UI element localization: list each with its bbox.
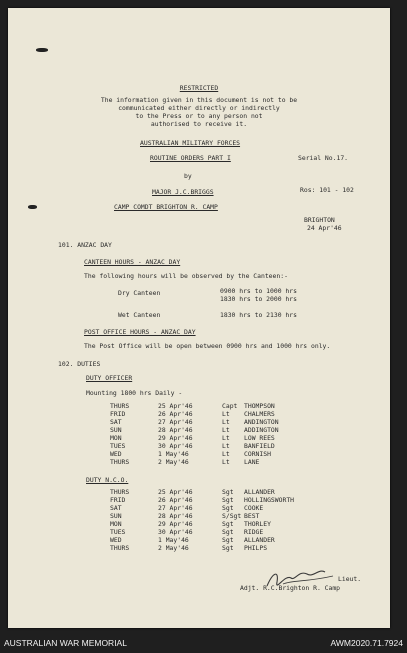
table-cell-day: TUES [110,528,126,536]
post-office-title: POST OFFICE HOURS - ANZAC DAY [84,328,196,336]
table-cell-day: SAT [110,418,122,426]
serial-number: Serial No.17. [298,154,349,162]
table-cell-date: 29 Apr'46 [158,434,193,442]
notice-line: authorised to receive it. [150,120,248,128]
table-cell-date: 30 Apr'46 [158,442,193,450]
notice-line: The information given in this document is not to be [100,96,298,104]
table-cell-day: THURS [110,458,130,466]
table-cell-date: 2 May'46 [158,544,189,552]
table-cell-rank: Sgt [222,504,234,512]
duty-nco-title: DUTY N.C.O. [86,476,129,484]
ros-range: Ros: 101 - 102 [300,186,354,194]
camp-title: CAMP COMDT BRIGHTON R. CAMP [114,203,218,211]
table-cell-name: BEST [244,512,260,520]
table-cell-name: CHALMERS [244,410,275,418]
restricted-heading: RESTRICTED [179,84,219,92]
table-cell-name: LOW REES [244,434,275,442]
canteen-title: CANTEEN HOURS - ANZAC DAY [84,258,181,266]
post-office-text: The Post Office will be open between 0900 hrs and 1000 hrs only. [84,342,331,350]
footer-accession: AWM2020.71.7924 [330,638,403,648]
table-cell-day: THURS [110,488,130,496]
table-cell-day: SAT [110,504,122,512]
table-cell-date: 25 Apr'46 [158,402,193,410]
duty-officer-title: DUTY OFFICER [86,374,133,382]
table-cell-name: BANFIELD [244,442,275,450]
table-cell-day: TUES [110,442,126,450]
date: 24 Apr'46 [307,224,342,232]
section-102-heading: 102. DUTIES [58,360,101,368]
table-cell-day: FRID [110,496,126,504]
table-cell-name: LANE [244,458,260,466]
table-cell-date: 27 Apr'46 [158,418,193,426]
table-cell-day: THURS [110,544,130,552]
table-cell-day: WED [110,536,122,544]
wet-canteen-label: Wet Canteen [118,311,161,319]
orders-title: ROUTINE ORDERS PART I [150,154,231,162]
mounting-line: Mounting 1800 hrs Daily - [86,389,183,397]
dry-canteen-hours: 1830 hrs to 2000 hrs [220,295,297,303]
table-cell-date: 26 Apr'46 [158,410,193,418]
table-cell-rank: Capt [222,402,238,410]
wet-canteen-hours: 1830 hrs to 2130 hrs [220,311,297,319]
table-cell-rank: Lt [222,458,230,466]
table-cell-day: SUN [110,512,122,520]
table-cell-name: ALLANDER [244,536,275,544]
section-101-heading: 101. ANZAC DAY [58,241,112,249]
table-cell-name: RIDGE [244,528,264,536]
table-cell-rank: Sgt [222,496,234,504]
table-cell-rank: Lt [222,450,230,458]
table-cell-name: THOMPSON [244,402,275,410]
signature-rank: Lieut. [338,575,362,583]
table-cell-name: ADDINGTON [244,426,279,434]
table-cell-date: 25 Apr'46 [158,488,193,496]
footer-source: AUSTRALIAN WAR MEMORIAL [4,638,127,648]
dry-canteen-hours: 0900 hrs to 1000 hrs [220,287,297,295]
signature-title: Adjt. R.C.Brighton R. Camp [240,584,341,592]
notice-line: communicated either directly or indirectly [118,104,280,112]
table-cell-date: 27 Apr'46 [158,504,193,512]
table-cell-name: CORNISH [244,450,271,458]
table-cell-date: 2 May'46 [158,458,189,466]
table-cell-rank: Lt [222,426,230,434]
notice-line: to the Press or to any person not [135,112,263,120]
table-cell-name: THORLEY [244,520,271,528]
major-name: MAJOR J.C.BRIGGS [152,188,214,196]
table-cell-day: MON [110,434,122,442]
table-cell-date: 29 Apr'46 [158,520,193,528]
table-cell-date: 1 May'46 [158,536,189,544]
table-cell-rank: Sgt [222,536,234,544]
table-cell-name: PHILPS [244,544,268,552]
table-cell-day: WED [110,450,122,458]
table-cell-rank: Sgt [222,488,234,496]
table-cell-name: ANDINGTON [244,418,279,426]
table-cell-day: FRID [110,410,126,418]
ink-mark [36,48,48,52]
table-cell-day: THURS [110,402,130,410]
table-cell-rank: S/Sgt [222,512,242,520]
table-cell-day: MON [110,520,122,528]
place: BRIGHTON [304,216,335,224]
by-line: by [184,172,192,180]
table-cell-day: SUN [110,426,122,434]
force-title: AUSTRALIAN MILITARY FORCES [140,139,241,147]
table-cell-name: HOLLINGSWORTH [244,496,295,504]
table-cell-date: 28 Apr'46 [158,512,193,520]
table-cell-rank: Sgt [222,544,234,552]
table-cell-rank: Lt [222,410,230,418]
ink-mark [28,205,37,209]
table-cell-date: 28 Apr'46 [158,426,193,434]
table-cell-date: 26 Apr'46 [158,496,193,504]
table-cell-date: 1 May'46 [158,450,189,458]
table-cell-rank: Sgt [222,520,234,528]
table-cell-rank: Lt [222,442,230,450]
table-cell-rank: Lt [222,434,230,442]
footer-bar [0,634,407,653]
dry-canteen-label: Dry Canteen [118,289,161,297]
table-cell-name: ALLANDER [244,488,275,496]
table-cell-name: COOKE [244,504,264,512]
table-cell-rank: Lt [222,418,230,426]
canteen-intro: The following hours will be observed by the Canteen:- [84,272,288,280]
table-cell-rank: Sgt [222,528,234,536]
document-page [8,8,390,628]
table-cell-date: 30 Apr'46 [158,528,193,536]
